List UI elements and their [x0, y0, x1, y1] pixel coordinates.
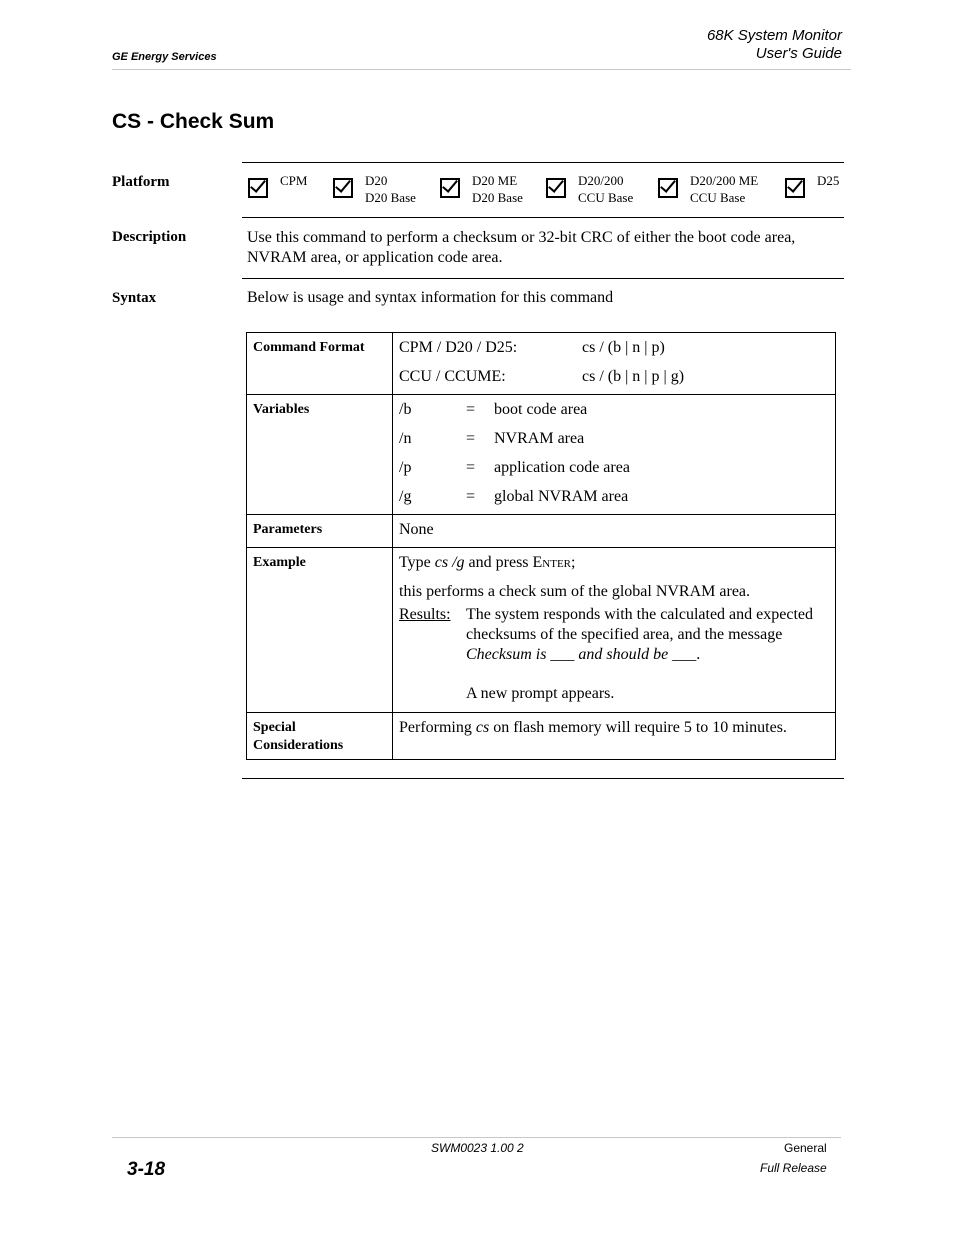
- special-considerations-value: [393, 713, 836, 760]
- header-title-line1: 68K System Monitor: [706, 27, 842, 44]
- section-title: CS - Check Sum: [112, 110, 275, 133]
- format-syntax: cs / (b | n | p | g): [582, 368, 685, 385]
- footer-doc-id: SWM0023 1.00 2: [431, 1141, 524, 1155]
- header-divider: [112, 69, 851, 70]
- description-label: Description: [112, 229, 187, 245]
- example-type-mid: and press: [464, 554, 533, 571]
- footer-classification: General: [784, 1141, 827, 1155]
- platform-item-d20-me: [440, 172, 523, 206]
- special-label-line1: Special: [253, 720, 296, 735]
- command-format-value: [393, 333, 836, 395]
- platform-item-line1: D25: [817, 173, 840, 188]
- format-platform: CCU / CCUME:: [399, 368, 506, 385]
- format-platform: CPM / D20 / D25:: [399, 339, 518, 356]
- results-text-end: .: [696, 646, 701, 663]
- variable-equals: =: [466, 459, 476, 476]
- platform-item-line1: CPM: [280, 173, 308, 188]
- syntax-bottom-rule: [242, 778, 844, 779]
- parameters-value: [393, 515, 836, 548]
- variable-name: /g: [399, 488, 412, 505]
- command-format-row: [247, 333, 836, 395]
- variable-desc: NVRAM area: [494, 430, 585, 447]
- platform-top-rule: [242, 162, 844, 163]
- variable-desc: application code area: [494, 459, 630, 476]
- variable-name: /n: [399, 430, 412, 447]
- example-results: [399, 605, 829, 706]
- special-considerations-row: [247, 713, 836, 760]
- example-type-suffix: ;: [571, 554, 576, 571]
- special-considerations-label: [247, 713, 393, 760]
- example-key: Enter: [532, 554, 572, 571]
- special-prefix: Performing: [399, 719, 476, 736]
- special-command: cs: [475, 719, 490, 736]
- variables-label: Variables: [247, 395, 393, 515]
- footer-divider: [112, 1137, 841, 1138]
- platform-item-line2: D20 Base: [472, 190, 523, 205]
- parameters-text: None: [399, 521, 434, 538]
- header-doc-title: [707, 27, 842, 63]
- platform-item-line1: D20 ME: [472, 173, 518, 188]
- example-instruction: [399, 552, 829, 581]
- example-row: [247, 548, 836, 713]
- checkbox-checked-icon: [440, 178, 460, 198]
- variables-row: [247, 395, 836, 515]
- platform-item-d25: [785, 172, 839, 198]
- checkbox-checked-icon: [546, 178, 566, 198]
- special-text: [399, 717, 829, 746]
- example-command: cs /g: [434, 554, 465, 571]
- variable-equals: =: [466, 401, 476, 418]
- variable-desc: global NVRAM area: [494, 488, 629, 505]
- platform-item-d20-200: [546, 172, 633, 206]
- platform-label: Platform: [112, 174, 170, 190]
- results-after: A new prompt appears.: [466, 685, 615, 702]
- special-suffix: on flash memory will require 5 to 10 minutes.: [489, 719, 787, 736]
- parameters-label: Parameters: [247, 515, 393, 548]
- example-explanation: this performs a check sum of the global NVRAM area.: [399, 583, 751, 600]
- variable-name: /p: [399, 459, 412, 476]
- syntax-table: [246, 332, 836, 760]
- footer-page-number: 3-18: [127, 1159, 166, 1180]
- platform-item-line2: CCU Base: [690, 190, 746, 205]
- format-syntax: cs / (b | n | p): [582, 339, 665, 356]
- variables-value: [393, 395, 836, 515]
- footer-release: Full Release: [760, 1161, 827, 1175]
- variable-name: /b: [399, 401, 412, 418]
- results-text: [466, 605, 826, 665]
- platform-item-line1: D20/200 ME: [690, 173, 759, 188]
- checkbox-checked-icon: [658, 178, 678, 198]
- syntax-label: Syntax: [112, 290, 157, 306]
- variable-equals: =: [466, 488, 476, 505]
- example-value: [393, 548, 836, 713]
- example-label: Example: [247, 548, 393, 713]
- checkbox-checked-icon: [333, 178, 353, 198]
- variable-equals: =: [466, 430, 476, 447]
- platform-item-line1: D20: [365, 173, 388, 188]
- platform-item-cpm: [248, 172, 307, 198]
- header-company: GE Energy Services: [112, 51, 217, 63]
- platform-item-d20-200-me: [658, 172, 758, 206]
- checkbox-checked-icon: [785, 178, 805, 198]
- header-title-line2: User's Guide: [755, 45, 842, 62]
- parameters-row: [247, 515, 836, 548]
- syntax-intro: Below is usage and syntax information for this command: [247, 289, 614, 306]
- example-type-prefix: Type: [399, 554, 435, 571]
- platform-item-d20: [333, 172, 416, 206]
- checkbox-checked-icon: [248, 178, 268, 198]
- results-text-main: The system responds with the calculated and expected checksums of the specified area, and the message: [466, 606, 813, 643]
- syntax-top-rule: [242, 278, 844, 279]
- command-format-label: Command Format: [247, 333, 393, 395]
- description-top-rule: [242, 217, 844, 218]
- platform-item-line1: D20/200: [578, 173, 624, 188]
- results-label: Results:: [399, 606, 451, 623]
- description-text: Use this command to perform a checksum or 32-bit CRC of either the boot code area, NVRAM area, or application code area.: [247, 229, 796, 266]
- platform-item-line2: D20 Base: [365, 190, 416, 205]
- results-message: Checksum is ___ and should be ___: [466, 646, 697, 663]
- special-label-line2: Considerations: [253, 738, 344, 753]
- variable-desc: boot code area: [494, 401, 588, 418]
- platform-item-line2: CCU Base: [578, 190, 634, 205]
